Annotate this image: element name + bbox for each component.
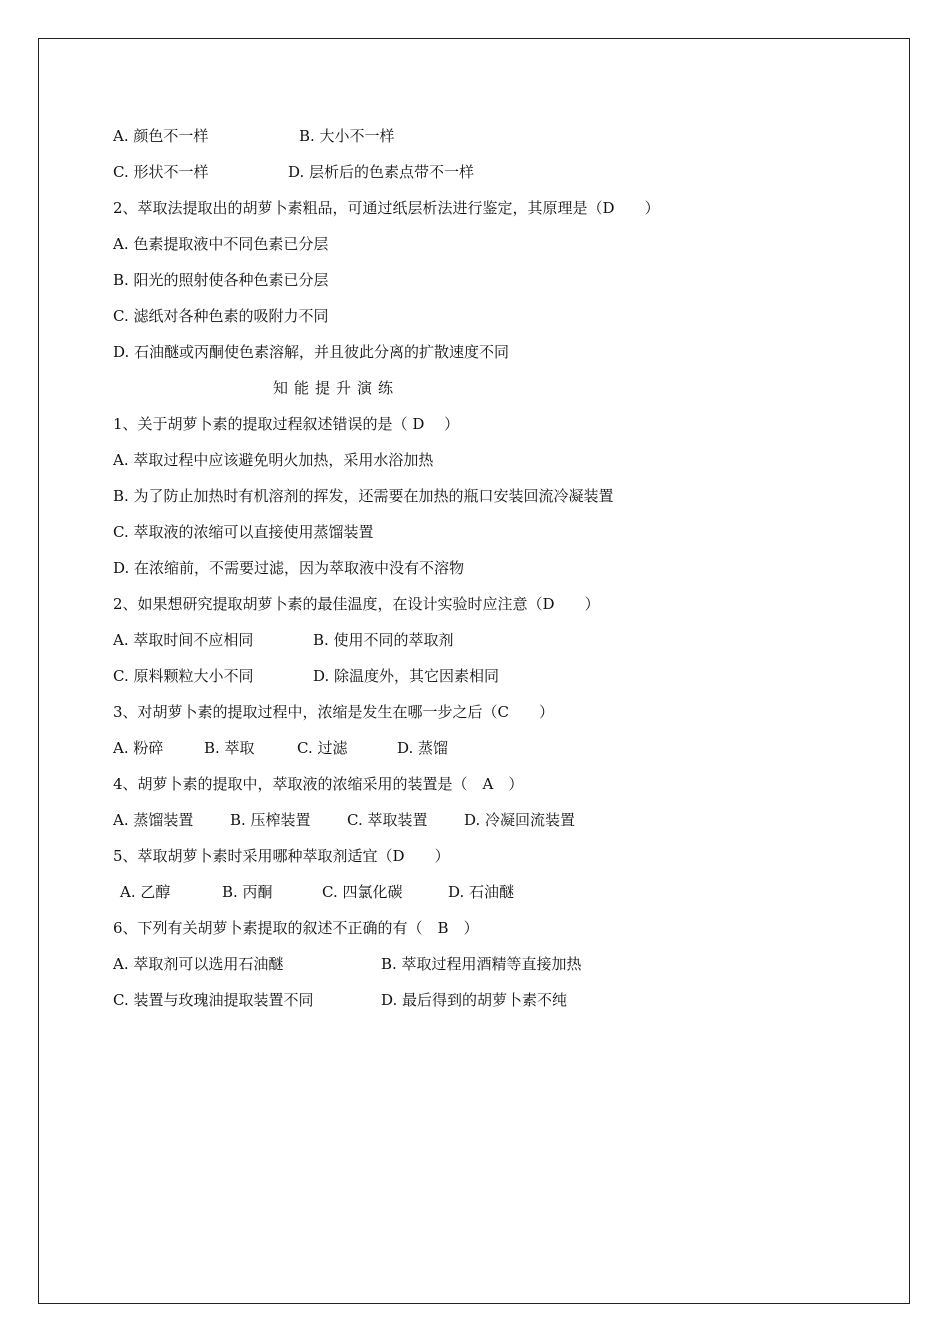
option-a: A. 乙醇 bbox=[120, 883, 171, 901]
options-row bbox=[113, 879, 873, 915]
options-row bbox=[113, 987, 873, 1023]
option-a: A. 萃取过程中应该避免明火加热，采用水浴加热 bbox=[113, 451, 434, 469]
option-a: A. 颜色不一样 bbox=[113, 127, 209, 145]
option-a: A. 粉碎 bbox=[113, 739, 164, 757]
option-a: A. 萃取剂可以选用石油醚 bbox=[113, 955, 284, 973]
options-row bbox=[113, 951, 873, 987]
option-b: B. 压榨装置 bbox=[230, 811, 311, 829]
option-d: D. 最后得到的胡萝卜素不纯 bbox=[381, 991, 568, 1009]
option-b: B. 丙酮 bbox=[222, 883, 273, 901]
option-a: A. 色素提取液中不同色素已分层 bbox=[113, 235, 329, 253]
option-b: B. 阳光的照射使各种色素已分层 bbox=[113, 271, 329, 289]
option-d: D. 在浓缩前，不需要过滤，因为萃取液中没有不溶物 bbox=[113, 559, 465, 577]
option-c: C. 装置与玫瑰油提取装置不同 bbox=[113, 991, 314, 1009]
options-row bbox=[113, 123, 873, 159]
question-stem: 2、萃取法提取出的胡萝卜素粗品，可通过纸层析法进行鉴定，其原理是（D ） bbox=[113, 199, 660, 217]
option-c: C. 滤纸对各种色素的吸附力不同 bbox=[113, 307, 329, 325]
options-row bbox=[113, 663, 873, 699]
option-d: D. 石油醚 bbox=[448, 883, 515, 901]
worksheet-content bbox=[113, 123, 873, 1023]
option-b: B. 萃取 bbox=[204, 739, 255, 757]
option-d: D. 层析后的色素点带不一样 bbox=[288, 163, 475, 181]
option-a: A. 蒸馏装置 bbox=[113, 811, 194, 829]
option-b: B. 大小不一样 bbox=[299, 127, 395, 145]
question-stem: 6、下列有关胡萝卜素提取的叙述不正确的有（ B ） bbox=[113, 919, 479, 937]
options-row bbox=[113, 735, 873, 771]
question-stem: 5、萃取胡萝卜素时采用哪种萃取剂适宜（D ） bbox=[113, 847, 450, 865]
options-row bbox=[113, 159, 873, 195]
option-c: C. 形状不一样 bbox=[113, 163, 209, 181]
option-c: C. 萃取装置 bbox=[347, 811, 428, 829]
option-d: D. 除温度外，其它因素相同 bbox=[313, 667, 500, 685]
option-c: C. 原料颗粒大小不同 bbox=[113, 667, 254, 685]
question-stem: 3、对胡萝卜素的提取过程中，浓缩是发生在哪一步之后（C ） bbox=[113, 703, 555, 721]
option-c: C. 四氯化碳 bbox=[322, 883, 403, 901]
options-row bbox=[113, 627, 873, 663]
option-b: B. 为了防止加热时有机溶剂的挥发，还需要在加热的瓶口安装回流冷凝装置 bbox=[113, 487, 614, 505]
question-stem: 1、关于胡萝卜素的提取过程叙述错误的是（ D ） bbox=[113, 415, 460, 433]
option-d: D. 石油醚或丙酮使色素溶解，并且彼此分离的扩散速度不同 bbox=[113, 343, 510, 361]
option-d: D. 冷凝回流装置 bbox=[464, 811, 576, 829]
option-c: C. 萃取液的浓缩可以直接使用蒸馏装置 bbox=[113, 523, 374, 541]
options-row bbox=[113, 807, 873, 843]
option-b: B. 使用不同的萃取剂 bbox=[313, 631, 454, 649]
question-stem: 4、胡萝卜素的提取中，萃取液的浓缩采用的装置是（ A ） bbox=[113, 775, 524, 793]
section-title: 知能提升演练 bbox=[273, 379, 400, 397]
question-stem: 2、如果想研究提取胡萝卜素的最佳温度，在设计实验时应注意（D ） bbox=[113, 595, 600, 613]
option-b: B. 萃取过程用酒精等直接加热 bbox=[381, 955, 582, 973]
option-c: C. 过滤 bbox=[297, 739, 348, 757]
option-d: D. 蒸馏 bbox=[397, 739, 449, 757]
option-a: A. 萃取时间不应相同 bbox=[113, 631, 254, 649]
